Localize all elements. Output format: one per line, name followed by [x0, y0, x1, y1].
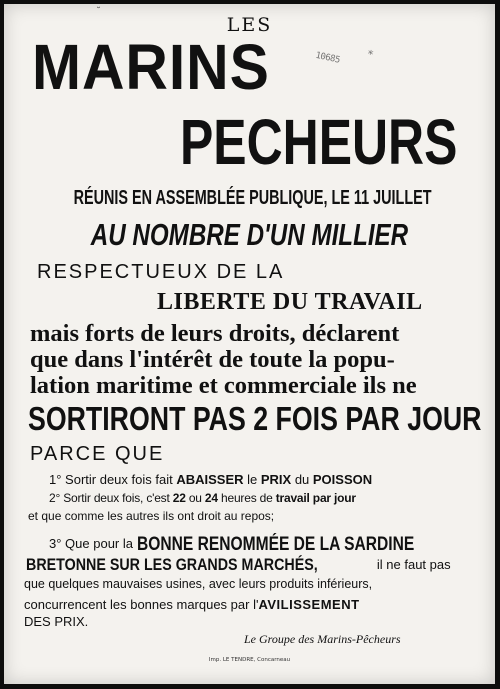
stamp-number: 10685: [314, 50, 341, 66]
reason-2: [49, 492, 500, 504]
reason-3-bretonne: BRETONNE SUR LES GRANDS MARCHÉS,: [26, 555, 318, 574]
paragraph-line-1: mais forts de leurs droits, déclarent: [30, 320, 400, 347]
title-marins-wrap: [32, 31, 332, 103]
title-les: LES: [226, 14, 273, 36]
paragraph-line-2: que dans l'intérêt de toute la popu-: [30, 346, 395, 373]
reason-3-line-2: [26, 556, 500, 573]
reason-2-22: 22: [172, 491, 186, 505]
paragraph-line-3: lation maritime et commerciale ils ne: [30, 372, 417, 399]
reason-3-bonne-renommee: BONNE RENOMMÉE DE LA SARDINE: [136, 534, 414, 555]
reason-2-number: 2°: [49, 491, 61, 505]
line-nombre-wrap: [4, 219, 495, 250]
reason-3-line-3: que quelques mauvaises usines, avec leurs produits inférieurs,: [24, 577, 373, 591]
reason-2-text-a: Sortir deux fois, c'est: [60, 491, 173, 505]
reason-3-line-4: [24, 598, 500, 611]
reason-1: [49, 473, 500, 486]
title-marins: MARINS: [32, 31, 270, 103]
reason-1-text-e: du: [291, 472, 313, 487]
reason-3-text-l2b: il ne faut pas: [373, 557, 451, 572]
line-nombre: AU NOMBRE D'UN MILLIER: [90, 217, 409, 252]
reason-3-number: 3°: [49, 536, 62, 551]
line-reunis-wrap: [4, 188, 495, 208]
reason-2-travail: travail par jour: [275, 491, 356, 505]
reason-2-line-2: et que comme les autres ils ont droit au repos;: [28, 509, 275, 523]
line-sortiront-wrap: [28, 400, 482, 437]
reason-3: [49, 535, 500, 554]
reason-1-poisson: POISSON: [312, 472, 373, 487]
reason-2-text-e: heures de: [217, 491, 276, 505]
line-liberte: LIBERTE DU TRAVAIL: [157, 289, 423, 315]
reason-3-line-5: DES PRIX.: [24, 614, 89, 629]
line-parce-que: PARCE QUE: [30, 443, 165, 465]
line-sortiront: SORTIRONT PAS 2 FOIS PAR JOUR: [28, 400, 482, 437]
reason-3-avilissement: AVILISSEMENT: [258, 597, 360, 612]
line-reunis: RÉUNIS EN ASSEMBLÉE PUBLIQUE, LE 11 JUILLET: [73, 187, 432, 209]
poster-sheet: [4, 4, 495, 684]
reason-2-24: 24: [204, 491, 218, 505]
reason-2-text-c: ou: [185, 491, 205, 505]
reason-1-number: 1°: [49, 472, 62, 487]
imprint: Imp. LE TENDRE, Concarneau: [208, 657, 291, 663]
reason-1-text-c: le: [243, 472, 261, 487]
signature: Le Groupe des Marins-Pêcheurs: [244, 632, 401, 646]
reason-1-abaisser: ABAISSER: [176, 472, 244, 487]
reason-3-text-a: Que pour la: [61, 536, 137, 551]
corner-mark: ˘: [96, 7, 101, 18]
title-pecheurs: PECHEURS: [180, 106, 458, 178]
star-icon: *: [365, 47, 375, 62]
title-pecheurs-wrap: [180, 106, 480, 178]
reason-3-text-l4a: concurrencent les bonnes marques par l': [24, 597, 259, 612]
reason-1-prix: PRIX: [260, 472, 292, 487]
line-respectueux: RESPECTUEUX DE LA: [37, 261, 285, 283]
reason-1-text-a: Sortir deux fois fait: [61, 472, 177, 487]
